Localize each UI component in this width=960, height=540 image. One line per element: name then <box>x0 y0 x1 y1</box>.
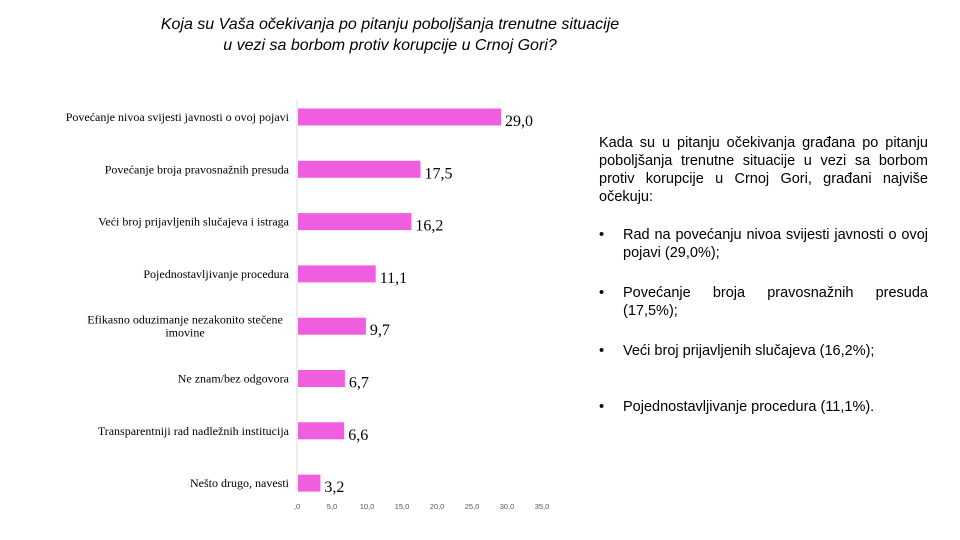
x-tick-label: 20,0 <box>429 502 445 511</box>
x-tick-label: 5,0 <box>326 502 338 511</box>
category-label: Ne znam/bez odgovora <box>177 371 289 386</box>
bar <box>298 213 411 230</box>
bar-value-label: 9,7 <box>369 322 390 340</box>
summary-intro: Kada su u pitanju očekivanja građana po pitanju poboljšanja trenutne situacije u vezi sa borbom protiv korupcije u Crnoj Gori, građani najviše očekuju: <box>599 135 928 205</box>
bar-value-label: 3,2 <box>324 479 345 497</box>
category-label: Veći broj prijavljenih slučajeva i istraga <box>98 214 289 229</box>
bar-value-label: 17,5 <box>424 165 453 183</box>
category-label: Povećanje broja pravosnažnih presuda <box>104 162 289 177</box>
x-tick-label: 30,0 <box>499 502 515 511</box>
summary-bullet: • Rad na povećanju nivoa svijesti javnosti o ovoj pojavi (29,0%); <box>599 226 928 262</box>
summary-bullet: • Pojednostavljivanje procedura (11,1%). <box>599 398 928 416</box>
category-label: Pojednostavljivanje procedura <box>143 266 289 281</box>
x-tick-label: 10,0 <box>359 502 375 511</box>
summary-bullet-list <box>599 226 928 416</box>
bar <box>298 475 320 492</box>
x-tick-label: ,0 <box>293 502 301 511</box>
summary-bullet: • Povećanje broja pravosnažnih presuda (17,5%); <box>599 284 928 320</box>
category-label: Efikasno oduzimanje nezakonito stečene <box>87 312 283 327</box>
bar-value-label: 11,1 <box>379 269 408 287</box>
chart-title-line-1: Koja su Vaša očekivanja po pitanju poboljšanja trenutne situacije <box>160 16 620 33</box>
summary-bullet: • Veći broj prijavljenih slučajeva (16,2%); <box>599 342 928 360</box>
bar <box>298 422 344 439</box>
summary-text-box <box>599 134 928 416</box>
x-tick-label: 25,0 <box>464 502 480 511</box>
category-label: imovine <box>165 325 205 340</box>
bar-value-label: 6,6 <box>348 426 369 444</box>
category-label: Nešto drugo, navesti <box>190 476 289 491</box>
bar <box>298 370 345 387</box>
category-label: Transparentniji rad nadležnih institucija <box>97 423 289 438</box>
x-tick-label: 35,0 <box>534 502 550 511</box>
bar <box>298 265 376 282</box>
category-label: Povećanje nivoa svijesti javnosti o ovoj pojavi <box>65 110 289 124</box>
bar <box>298 109 501 126</box>
bar-value-label: 6,7 <box>348 374 369 392</box>
bar-value-label: 16,2 <box>415 217 444 235</box>
chart-title-line-2: u vezi sa borbom protiv korupcije u Crnoj Gori? <box>223 37 557 54</box>
bar-value-label: 29,0 <box>505 113 533 130</box>
bar <box>298 318 366 335</box>
bar <box>298 161 421 178</box>
x-tick-label: 15,0 <box>394 502 410 511</box>
